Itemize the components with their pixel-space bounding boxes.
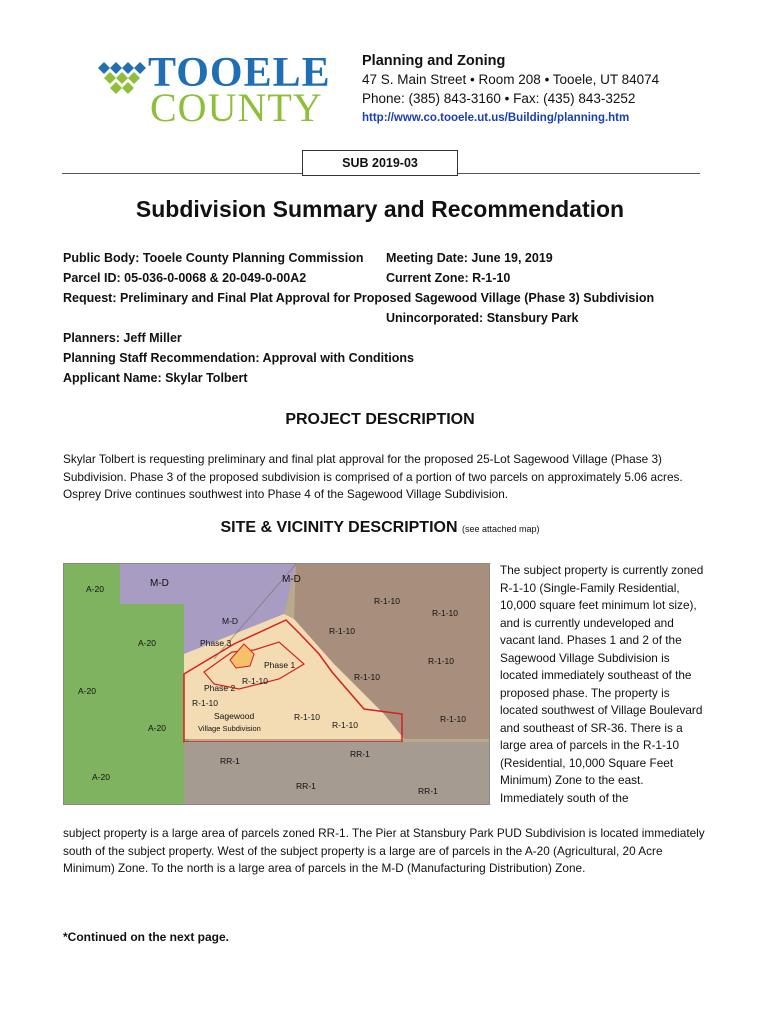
staff-recommendation: Planning Staff Recommendation: Approval with Conditions	[63, 351, 414, 365]
map-label: R-1-10	[294, 712, 320, 722]
map-label: Phase 2	[204, 683, 236, 693]
map-label: M-D	[150, 578, 169, 589]
map-label: Village Subdivision	[198, 724, 261, 733]
map-label: R-1-10	[374, 596, 400, 606]
page-title: Subdivision Summary and Recommendation	[135, 196, 625, 222]
map-label: R-1-10	[428, 656, 454, 666]
site-vicinity-heading	[0, 519, 760, 537]
sub-number-box: SUB 2019-03	[302, 150, 458, 176]
public-body: Public Body: Tooele County Planning Commission	[63, 251, 364, 265]
parcel-id: Parcel ID: 05-036-0-0068 & 20-049-0-00A2	[63, 271, 307, 285]
logo-tooele: TOOELE	[148, 50, 331, 96]
planners: Planners: Jeff Miller	[63, 331, 182, 345]
project-description-heading: PROJECT DESCRIPTION	[285, 411, 475, 428]
divider-right	[458, 173, 700, 174]
map-label: M-D	[282, 574, 301, 585]
site-vicinity-note: (see attached map)	[461, 524, 540, 534]
department-title: Planning and Zoning	[362, 53, 506, 69]
continued-note: *Continued on the next page.	[63, 930, 230, 944]
project-description-text: Skylar Tolbert is requesting preliminary and final plat approval for the proposed 25-Lot Sagewood Village (Phase 3) Subdivision. Phase 3 of the proposed subdivision is comprised of a portion of two parcels on approximately 5.06 acres. Osprey Drive continues southwest into Phase 4 of the Sagewood Village Subdivision.	[63, 452, 683, 501]
zone-rr1	[184, 742, 489, 804]
logo-county: COUNTY	[150, 85, 323, 130]
map-label: R-1-10	[440, 714, 466, 724]
map-label: A-20	[138, 638, 156, 648]
site-description-side: The subject property is currently zoned R-1-10 (Single-Family Residential, 10,000 square feet minimum lot size), and is currently undeveloped and vacant land. Phases 1 and 2 of the Sagewood Village Subdivision is located immediately southeast of the proposed phase. The property is located southwest of Village Boulevard and southeast of SR-36. There is a large area of parcels in the R-1-10 (Residential, 10,000 Square Feet Minimum) Zone to the east. Immediately south of the	[500, 563, 704, 805]
county-logo	[96, 50, 336, 130]
map-label: R-1-10	[354, 672, 380, 682]
request: Request: Preliminary and Final Plat Approval for Proposed Sagewood Village (Phase 3) Subdivision	[63, 291, 655, 305]
map-label: Phase 1	[264, 660, 296, 670]
site-vicinity-title: SITE & VICINITY DESCRIPTION	[220, 519, 458, 536]
divider-left	[62, 173, 302, 174]
map-label: R-1-10	[332, 720, 358, 730]
diamond-logo-icon	[96, 58, 146, 98]
map-label: Sagewood	[214, 711, 255, 721]
location: Unincorporated: Stansbury Park	[386, 311, 579, 325]
map-label: R-1-10	[432, 608, 458, 618]
map-label: Phase 3	[200, 638, 232, 648]
map-label: RR-1	[418, 786, 438, 796]
department-address: 47 S. Main Street • Room 208 • Tooele, UT 84074	[362, 72, 660, 87]
current-zone: Current Zone: R-1-10	[386, 271, 511, 285]
applicant-name: Applicant Name: Skylar Tolbert	[63, 371, 248, 385]
site-description-below: subject property is a large area of parcels zoned RR-1. The Pier at Stansbury Park PUD Subdivision is located immediately south of the subject property. West of the subject property is a large are of parcels in the A-20 (Agricultural, 20 Acre Minimum) Zone. To the north is a large area of parcels in the M-D (Manufacturing Distribution) Zone.	[63, 826, 705, 875]
map-label: R-1-10	[329, 626, 355, 636]
vicinity-map	[63, 563, 490, 805]
map-label: R-1-10	[242, 676, 268, 686]
zone-a20-south	[64, 739, 189, 804]
map-label: A-20	[92, 772, 110, 782]
map-label: M-D	[222, 616, 239, 626]
department-phone: Phone: (385) 843-3160 • Fax: (435) 843-3252	[362, 91, 636, 106]
map-label: RR-1	[350, 749, 370, 759]
map-label: RR-1	[296, 781, 316, 791]
map-label: A-20	[148, 723, 166, 733]
map-label: R-1-10	[192, 698, 218, 708]
meeting-date: Meeting Date: June 19, 2019	[386, 251, 553, 265]
department-url[interactable]: http://www.co.tooele.ut.us/Building/planning.htm	[362, 112, 630, 124]
map-label: RR-1	[220, 756, 240, 766]
map-label: A-20	[86, 584, 104, 594]
map-label: A-20	[78, 686, 96, 696]
